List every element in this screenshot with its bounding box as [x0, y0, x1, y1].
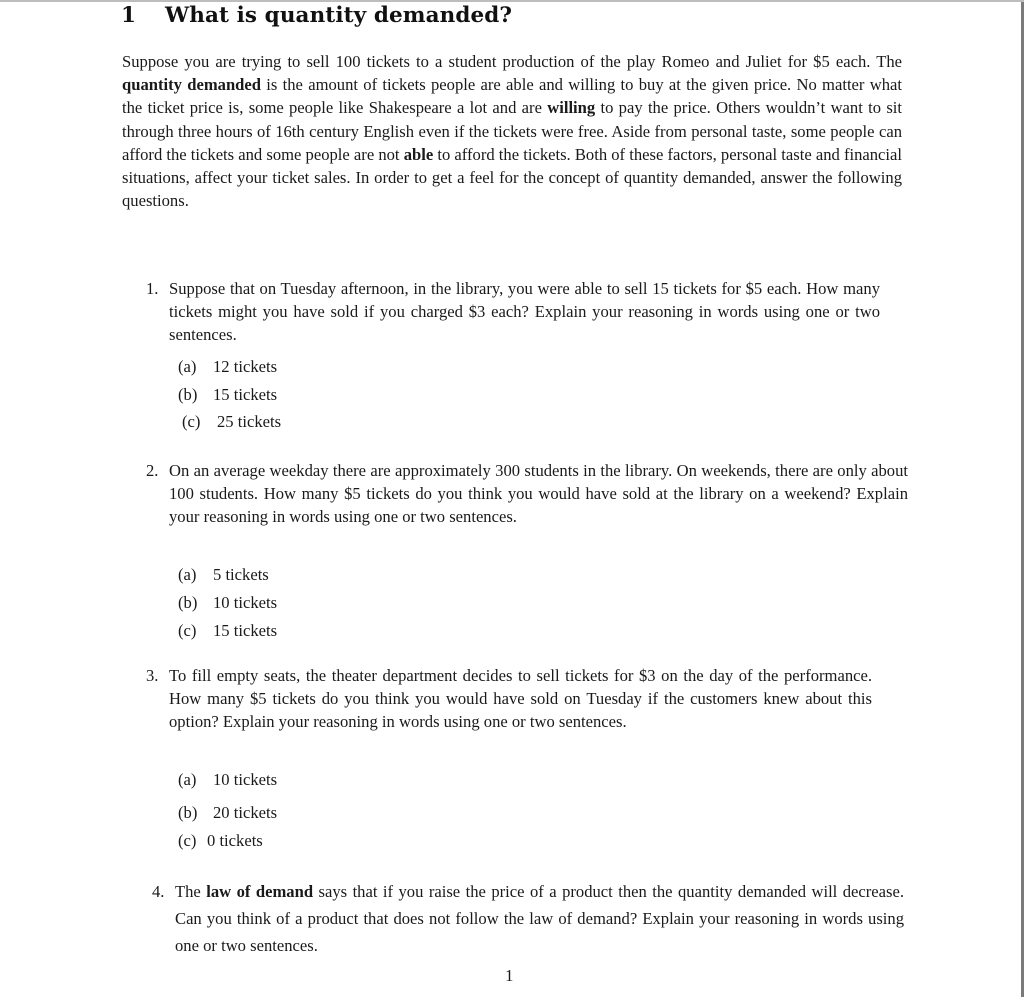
question-4 — [152, 878, 904, 959]
section-heading — [121, 3, 512, 28]
question-2 — [146, 459, 908, 528]
page-number: 1 — [505, 966, 514, 985]
question-text: On an average weekday there are approximately 300 students in the library. On weekends, there are only about 100 students. How many $5 tickets do you think you would have sold at the library on a weekend? Explain your reasoning in words using one or two sentences. — [169, 461, 908, 526]
question-3 — [146, 664, 872, 733]
option-b — [178, 385, 277, 405]
question-text-part: The — [175, 882, 207, 901]
question-number: 2. — [146, 461, 159, 480]
option-a — [178, 770, 277, 790]
option-c — [178, 621, 277, 641]
option-text: 15 tickets — [213, 621, 278, 640]
option-text: 25 tickets — [217, 412, 282, 431]
option-label: (a) — [178, 357, 197, 376]
option-label: (b) — [178, 593, 198, 612]
section-title-text: What is quantity demanded? — [165, 3, 513, 28]
option-text: 10 tickets — [213, 770, 278, 789]
question-number: 4. — [152, 882, 165, 901]
option-label: (c) — [178, 831, 197, 850]
intro-paragraph — [122, 50, 902, 212]
intro-text: to pay the price. Others wouldn’t want to sit through three hours of 16th century English even if the tickets were free. Aside from personal taste, some people can afford the tickets and some people are not — [122, 98, 902, 164]
question-text — [175, 878, 904, 959]
question-text: Suppose that on Tuesday afternoon, in the library, you were able to sell 15 tickets for $5 each. How many tickets might you have sold if you charged $3 each? Explain your reasoning in words using one or two sentences. — [169, 279, 880, 344]
section-number: 1 — [121, 3, 137, 28]
option-label: (c) — [182, 412, 201, 431]
option-b — [178, 803, 277, 823]
intro-text: is the amount of tickets people are able and willing to buy at the given price. No matter what the ticket price is, some people like Shakespeare a lot and are — [122, 75, 902, 118]
option-a — [178, 565, 269, 585]
option-c — [178, 831, 263, 851]
option-label: (a) — [178, 565, 197, 584]
option-text: 5 tickets — [213, 565, 269, 584]
intro-text: to afford the tickets. Both of these factors, personal taste and financial situations, affect your ticket sales. In order to get a feel for the concept of quantity demanded, answer the following questions. — [122, 144, 902, 211]
term-quantity-demanded: quantity demanded — [122, 75, 261, 95]
term-willing: willing — [547, 98, 596, 118]
option-text: 20 tickets — [213, 803, 278, 822]
option-label: (b) — [178, 385, 198, 404]
question-number: 3. — [146, 666, 159, 685]
option-label: (c) — [178, 621, 197, 640]
option-label: (b) — [178, 803, 198, 822]
question-number: 1. — [146, 279, 159, 298]
option-text: 0 tickets — [207, 831, 263, 850]
question-1 — [146, 277, 880, 346]
option-b — [178, 593, 277, 613]
option-label: (a) — [178, 770, 197, 789]
term-able: able — [403, 144, 434, 164]
option-text: 12 tickets — [213, 357, 278, 376]
option-a — [178, 357, 277, 377]
option-text: 10 tickets — [213, 593, 278, 612]
question-text-part: says that if you raise the price of a product then the quantity demanded will decrease. Can you think of a product that does not follow the law of demand? Explain your reasoning in words using one or two sentences. — [175, 882, 905, 955]
term-law-of-demand: law of demand — [206, 882, 314, 901]
question-text: To fill empty seats, the theater department decides to sell tickets for $3 on the day of the performance. How many $5 tickets do you think you would have sold on Tuesday if the customers knew about this option? Explain your reasoning in words using one or two sentences. — [169, 666, 872, 731]
option-text: 15 tickets — [213, 385, 278, 404]
option-c — [182, 412, 281, 432]
intro-text: Suppose you are trying to sell 100 tickets to a student production of the play Romeo and Juliet for $5 each. The — [122, 52, 902, 71]
